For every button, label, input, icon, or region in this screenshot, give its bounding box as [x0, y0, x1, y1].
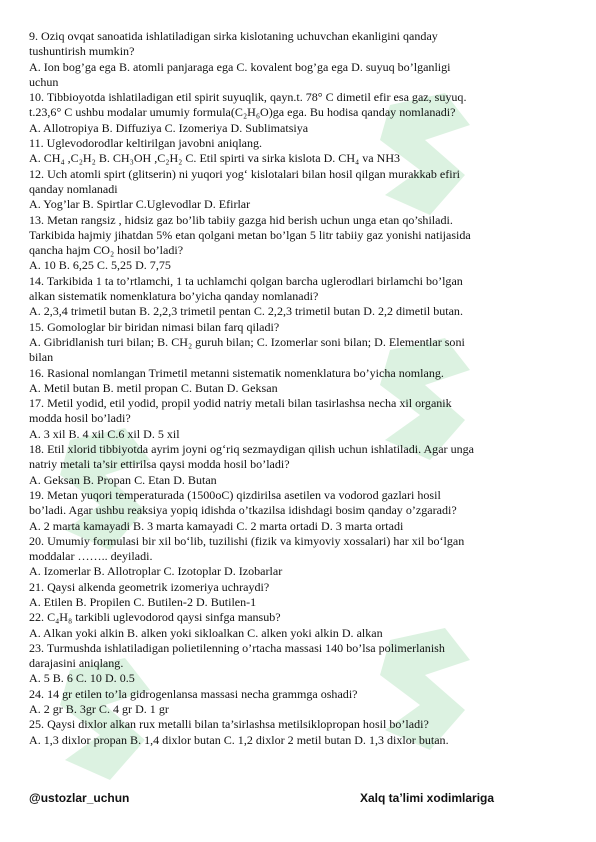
text-line: qanday nomlanadi: [29, 181, 118, 196]
text-line: 25. Qaysi dixlor alkan rux metalli bilan ta’sirlashsa metilsiklopropan hosil bo’ladi?: [29, 717, 429, 732]
text-line: Tarkibida hajmiy jihatdan 5% etan qolgani metan bo’lgan 5 litr tabiiy gaz yonishi natijasida: [29, 227, 471, 242]
text-line: A. Gibridlanish turi bilan; B. CH₂ guruh bilan; C. Izomerlar soni bilan; D. Elementlar soni: [29, 334, 465, 349]
text-line: A. Yog’lar B. Spirtlar C.Uglevodlar D. Efirlar: [29, 197, 251, 212]
text-line: A. 3 xil B. 4 xil C.6 xil D. 5 xil: [29, 426, 180, 441]
text-line: A. Allotropiya B. Diffuziya C. Izomeriya D. Sublimatsiya: [29, 120, 309, 135]
question-list: [29, 29, 569, 748]
text-line: 17. Metil yodid, etil yodid, propil yodid natriy metali bilan tasirlashsa necha xil organik: [29, 396, 452, 411]
text-line: natriy metali ta’sir ettirilsa qaysi modda hosil bo’ladi?: [29, 457, 290, 472]
text-line: 15. Gomologlar bir biridan nimasi bilan farq qiladi?: [29, 319, 280, 334]
text-line: A. 1,3 dixlor propan B. 1,4 dixlor butan C. 1,2 dixlor 2 metil butan D. 1,3 dixlor butan.: [29, 732, 449, 747]
text-line: 21. Qaysi alkenda geometrik izomeriya uchraydi?: [29, 579, 270, 594]
text-line: A. Geksan B. Propan C. Etan D. Butan: [29, 472, 217, 487]
text-line: A. 5 B. 6 C. 10 D. 0.5: [29, 671, 135, 686]
text-line: t.23,6° C ushbu modalar umumiy formula(C₂H₆O)ga ega. Bu hodisa qanday nomlanadi?: [29, 105, 456, 120]
text-line: bo’ladi. Agar ushbu reaksiya yopiq idishda o’tkazilsa idishdagi bosim qanday o’zgaradi?: [29, 503, 457, 518]
text-line: 11. Uglevodorodlar keltirilgan javobni aniqlang.: [29, 136, 263, 151]
text-line: 12. Uch atomli spirt (glitserin) ni yuqori yog‘ kislotalari bilan hosil qilgan murakkab efiri: [29, 166, 460, 181]
text-line: 10. Tibbioyotda ishlatiladigan etil spirit suyuqlik, qayn.t. 78° C dimetil efir esa gaz, suyuq.: [29, 90, 467, 105]
text-line: 13. Metan rangsiz , hidsiz gaz bo’lib tabiiy gazga hid berish uchun unga etan qo’shiladi.: [29, 212, 453, 227]
text-line: qancha hajm CO₂ hosil bo’ladi?: [29, 243, 184, 258]
footer-audience: Xalq ta’limi xodimlariga: [360, 791, 495, 805]
text-line: moddalar …….. deyiladi.: [29, 549, 153, 564]
text-line: uchun: [29, 74, 59, 89]
text-line: A. Metil butan B. metil propan C. Butan D. Geksan: [29, 380, 278, 395]
text-line: bilan: [29, 350, 54, 365]
text-line: A. 2 marta kamayadi B. 3 marta kamayadi C. 2 marta ortadi D. 3 marta ortadi: [29, 518, 404, 533]
text-line: A. 10 B. 6,25 C. 5,25 D. 7,75: [29, 258, 171, 273]
text-line: 9. Oziq ovqat sanoatida ishlatiladigan sirka kislotaning uchuvchan ekanligini qanday: [29, 29, 438, 43]
text-line: A. 2,3,4 trimetil butan B. 2,2,3 trimetil pentan C. 2,2,3 trimetil butan D. 2,2 dimetil butan.: [29, 304, 463, 319]
text-line: 14. Tarkibida 1 ta to’rtlamchi, 1 ta uchlamchi qolgan barcha uglerodlari birlamchi bo’lgan: [29, 273, 463, 288]
text-line: alkan sistematik nomenklatura bo’yicha qanday nomlanadi?: [29, 289, 319, 304]
footer-channel-handle: @ustozlar_uchun: [29, 791, 130, 805]
text-line: modda hosil bo’ladi?: [29, 411, 131, 426]
text-line: 16. Rasional nomlangan Trimetil metanni sistematik nomenklatura bo’yicha nomlang.: [29, 365, 444, 380]
text-line: 19. Metan yuqori temperaturada (1500oC) qizdirilsa asetilen va vodorod gazlari hosil: [29, 487, 441, 502]
text-line: 24. 14 gr etilen to’la gidrogenlansa massasi necha grammga oshadi?: [29, 686, 358, 701]
text-line: 23. Turmushda ishlatiladigan polietilenning o’rtacha massasi 140 bo’lsa polimerlanish: [29, 640, 445, 655]
text-line: tushuntirish mumkin?: [29, 44, 135, 59]
text-line: 22. C₄H₈ tarkibli uglevodorod qaysi sinfga mansub?: [29, 610, 281, 625]
text-line: darajasini aniqlang.: [29, 656, 124, 671]
text-line: 20. Umumiy formulasi bir xil bo‘lib, tuzilishi (fizik va kimyoviy xossalari) har xil bo‘lgan: [29, 533, 465, 548]
text-line: A. Etilen B. Propilen C. Butilen-2 D. Butilen-1: [29, 594, 257, 609]
text-line: A. 2 gr B. 3gr C. 4 gr D. 1 gr: [29, 702, 169, 717]
page-footer: [29, 791, 569, 809]
text-line: A. Ion bog’ga ega B. atomli panjaraga ega C. kovalent bog’ga ega D. suyuq bo’lganligi: [29, 59, 451, 74]
text-line: A. Izomerlar B. Allotroplar C. Izotoplar D. Izobarlar: [29, 564, 283, 579]
text-line: A. Alkan yoki alkin B. alken yoki sikloalkan C. alken yoki alkin D. alkan: [29, 625, 383, 640]
text-line: 18. Etil xlorid tibbiyotda ayrim joyni og‘riq sezmaydigan qilish uchun ishlatiladi. Agar unga: [29, 442, 474, 457]
text-line: A. CH₄ ,C₂H₂ B. CH₃OH ,C₂H₂ C. Etil spirti va sirka kislota D. CH₄ va NH3: [29, 151, 401, 166]
